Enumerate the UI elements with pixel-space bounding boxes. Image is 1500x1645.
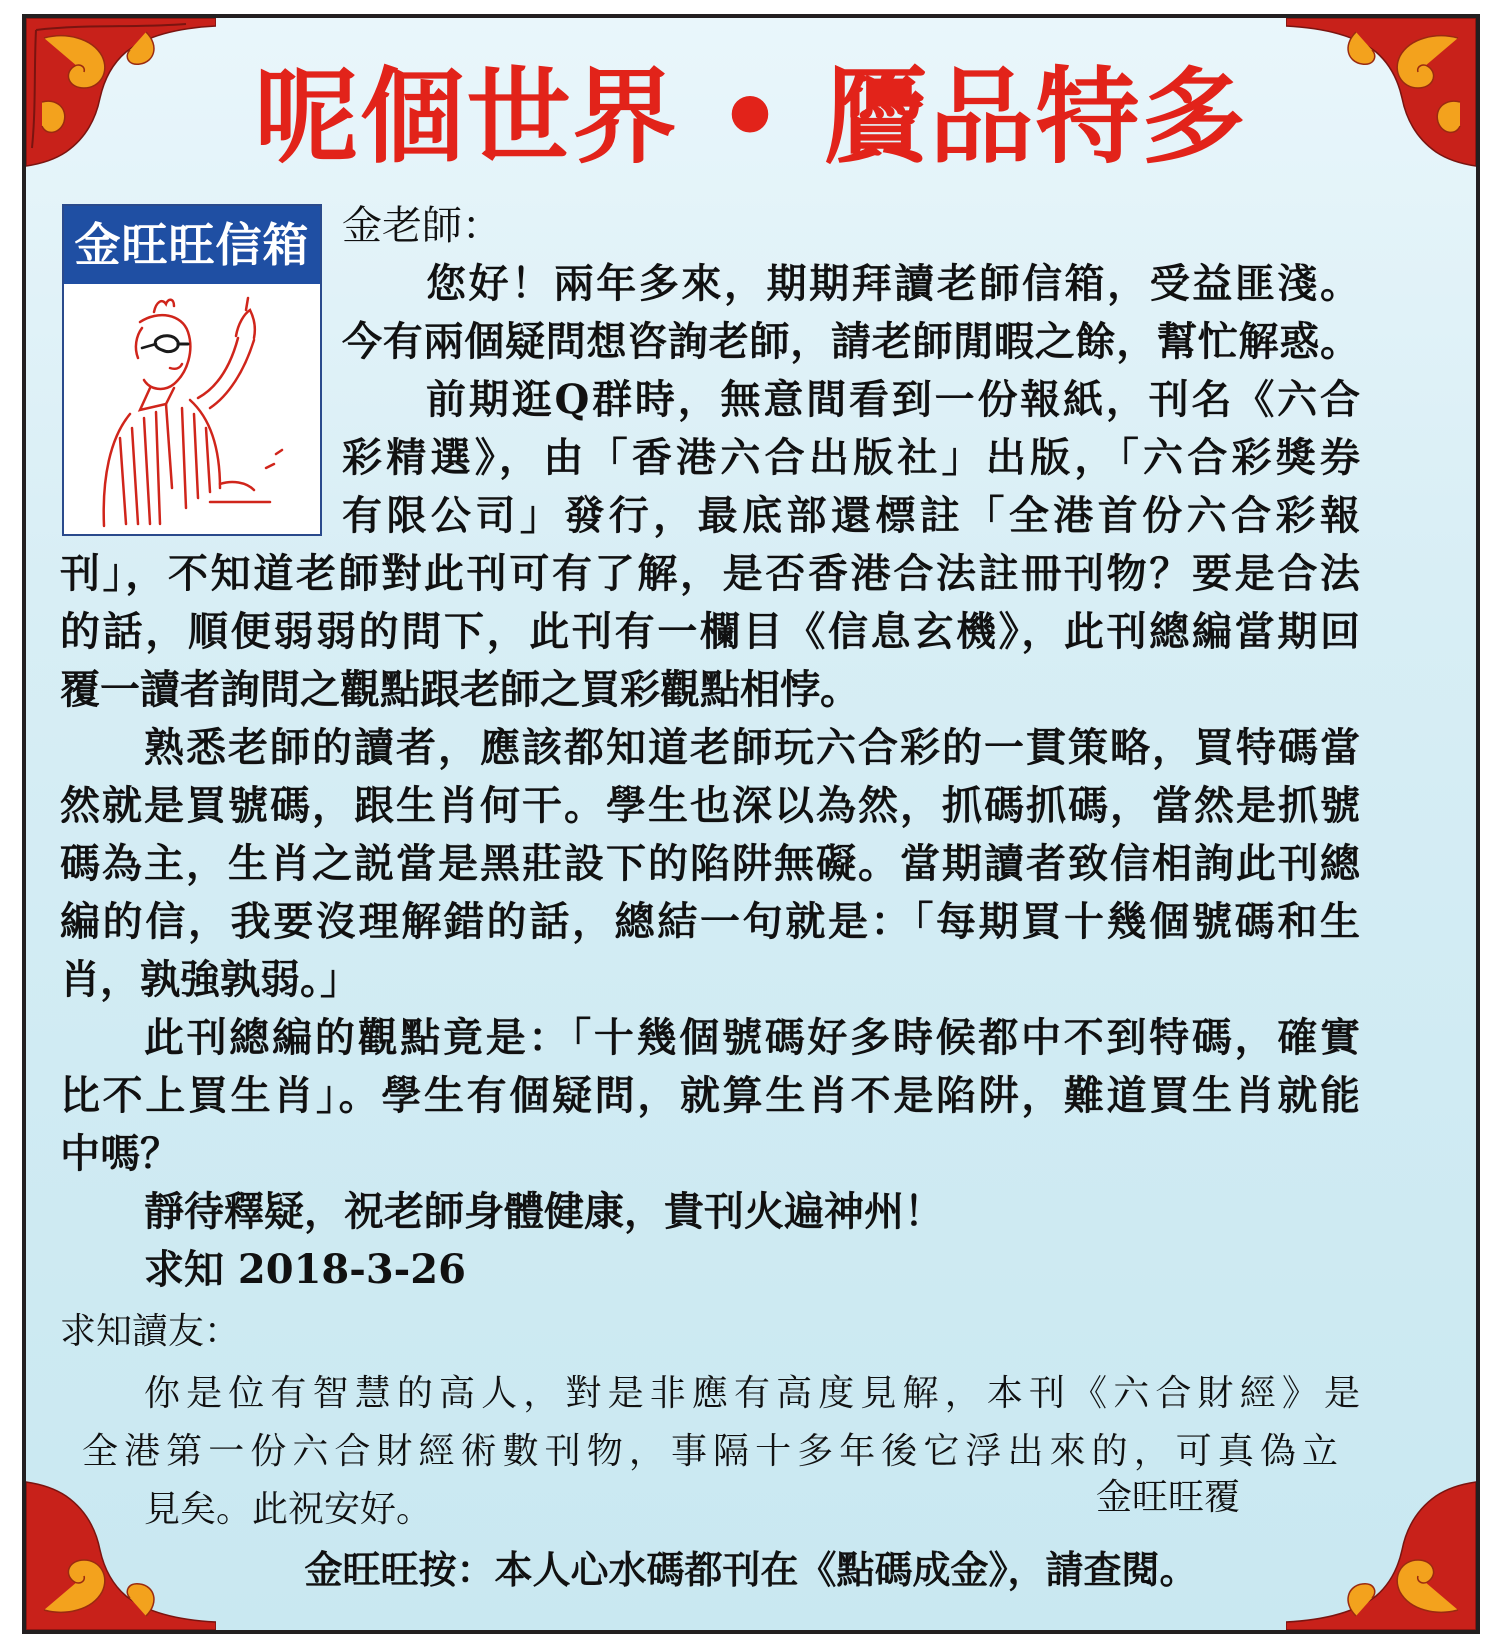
letter-line: 中嗎？ <box>60 1130 180 1177</box>
letter-line: 彩精選》，由「香港六合出版社」出版，「六合彩獎券 <box>342 434 1360 481</box>
letter-line: 的話，順便弱弱的問下，此刊有一欄目《信息玄機》，此刊總編當期回 <box>60 608 1360 655</box>
letter-line: 有限公司」發行，最底部還標註「全港首份六合彩報 <box>342 492 1360 539</box>
reply-line: 見矣。此祝安好。 <box>144 1489 433 1530</box>
letter-line: 比不上買生肖」。學生有個疑問，就算生肖不是陷阱，難道買生肖就能 <box>60 1072 1360 1119</box>
reply-line: 全港第一份六合財經術數刊物，事隔十多年後它浮出來的，可真偽立 <box>82 1431 1338 1472</box>
letter-line: 今有兩個疑問想咨詢老師，請老師閒暇之餘，幫忙解惑。 <box>342 318 1360 365</box>
letter-line: 刊」，不知道老師對此刊可有了解，是否香港合法註冊刊物？要是合法 <box>60 550 1360 597</box>
article-title: 呢個世界 • 贗品特多 <box>254 55 1248 178</box>
letter-line: 編的信，我要沒理解錯的話，總結一句就是：「每期買十幾個號碼和生 <box>60 898 1360 945</box>
letter-signoff: 求知 2018-3-26 <box>144 1246 466 1293</box>
letter-line: 前期逛Q群時，無意間看到一份報紙，刊名《六合 <box>426 376 1360 423</box>
letter-body <box>26 18 1476 1630</box>
letter-line: 肖，孰強孰弱。」 <box>60 956 360 1003</box>
letter-line: 然就是買號碼，跟生肖何干。學生也深以為然，抓碼抓碼，當然是抓號 <box>60 782 1360 829</box>
reply-line: 你是位有智慧的高人，對是非應有高度見解，本刊《六合財經》是 <box>144 1373 1360 1414</box>
reply-signature: 金旺旺覆 <box>1096 1477 1241 1518</box>
letter-line: 此刊總編的觀點竟是：「十幾個號碼好多時候都中不到特碼，確實 <box>144 1014 1360 1061</box>
letter-salutation: 金老師： <box>342 203 502 249</box>
article-frame <box>22 14 1480 1634</box>
column-name: 金旺旺信箱 <box>64 206 320 284</box>
letter-line: 您好！兩年多來，期期拜讀老師信箱，受益匪淺。 <box>426 260 1360 307</box>
letter-line: 靜待釋疑，祝老師身體健康，貴刊火遍神州！ <box>144 1188 944 1235</box>
letter-line: 碼為主，生肖之説當是黑莊設下的陷阱無礙。當期讀者致信相詢此刊總 <box>60 840 1360 887</box>
letter-line: 熟悉老師的讀者，應該都知道老師玩六合彩的一貫策略，買特碼當 <box>144 724 1360 771</box>
footer-note: 金旺旺按：本人心水碼都刊在《點碼成金》，請查閱。 <box>304 1548 1198 1592</box>
letter-line: 覆一讀者詢問之觀點跟老師之買彩觀點相悖。 <box>60 666 860 713</box>
reply-salutation: 求知讀友： <box>60 1311 241 1352</box>
